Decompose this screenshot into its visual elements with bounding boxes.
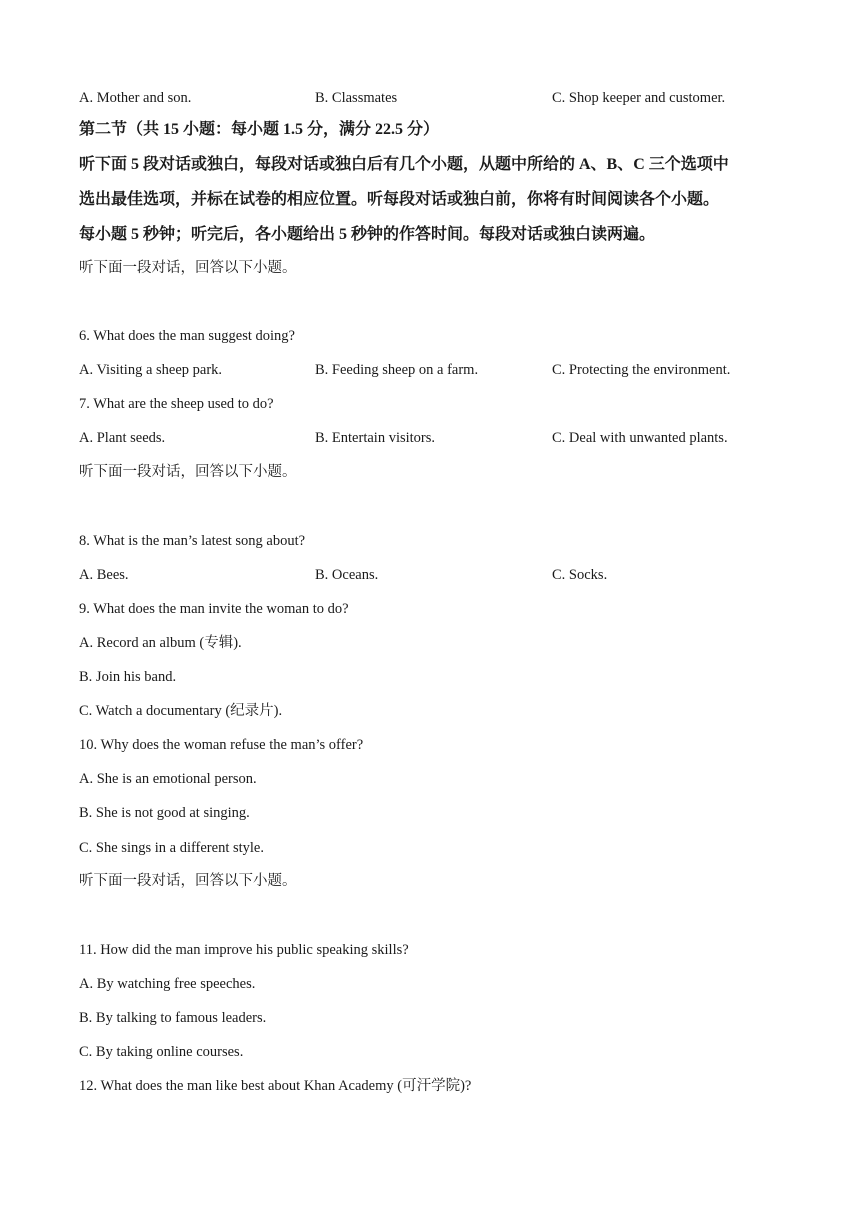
question-11-option-c: C. By taking online courses. [79,1044,244,1060]
option-c: C. Protecting the environment. [552,362,731,378]
option-b: B. Oceans. [315,567,379,583]
question-11-option-a: A. By watching free speeches. [79,976,256,992]
option-b: B. Entertain visitors. [315,430,436,446]
question-9-option-c: C. Watch a documentary (纪录片). [79,703,283,719]
question-8: 8. What is the man’s latest song about? [79,533,306,549]
dialogue-prompt: 听下面一段对话，回答以下小题。 [79,464,297,480]
option-c: C. Socks. [552,567,608,583]
dialogue-prompt: 听下面一段对话，回答以下小题。 [79,873,297,889]
instruction-line-1: 听下面 5 段对话或独白，每段对话或独白后有几个小题，从题中所给的 A、B、C 三个选项中 [79,156,729,173]
question-10-option-c: C. She sings in a different style. [79,840,264,856]
question-10-option-a: A. She is an emotional person. [79,771,257,787]
question-7-options [79,428,839,448]
question-10: 10. Why does the woman refuse the man’s offer? [79,737,364,753]
question-12: 12. What does the man like best about Khan Academy (可汗学院)? [79,1078,472,1094]
option-b: B. Feeding sheep on a farm. [315,362,479,378]
instruction-line-2: 选出最佳选项，并标在试卷的相应位置。听每段对话或独白前，你将有时间阅读各个小题。 [79,191,720,208]
question-11-option-b: B. By talking to famous leaders. [79,1010,267,1026]
option-c: C. Shop keeper and customer. [552,90,726,106]
dialogue-prompt: 听下面一段对话，回答以下小题。 [79,260,297,276]
option-b: B. Classmates [315,90,398,106]
question-9-option-a: A. Record an album (专辑). [79,635,242,651]
question-6-options [79,360,839,380]
option-a: A. Plant seeds. [79,430,166,446]
question-8-options [79,565,839,585]
question-9: 9. What does the man invite the woman to do? [79,601,349,617]
instruction-line-3: 每小题 5 秒钟；听完后，各小题给出 5 秒钟的作答时间。每段对话或独白读两遍。 [79,226,656,243]
option-a: A. Visiting a sheep park. [79,362,223,378]
question-10-option-b: B. She is not good at singing. [79,805,250,821]
option-c: C. Deal with unwanted plants. [552,430,728,446]
question-11: 11. How did the man improve his public speaking skills? [79,942,409,958]
question-7: 7. What are the sheep used to do? [79,396,274,412]
option-a: A. Mother and son. [79,90,192,106]
top-options-row [79,88,839,108]
question-9-option-b: B. Join his band. [79,669,177,685]
option-a: A. Bees. [79,567,129,583]
section-heading: 第二节（共 15 小题：每小题 1.5 分，满分 22.5 分） [79,121,440,138]
question-6: 6. What does the man suggest doing? [79,328,295,344]
